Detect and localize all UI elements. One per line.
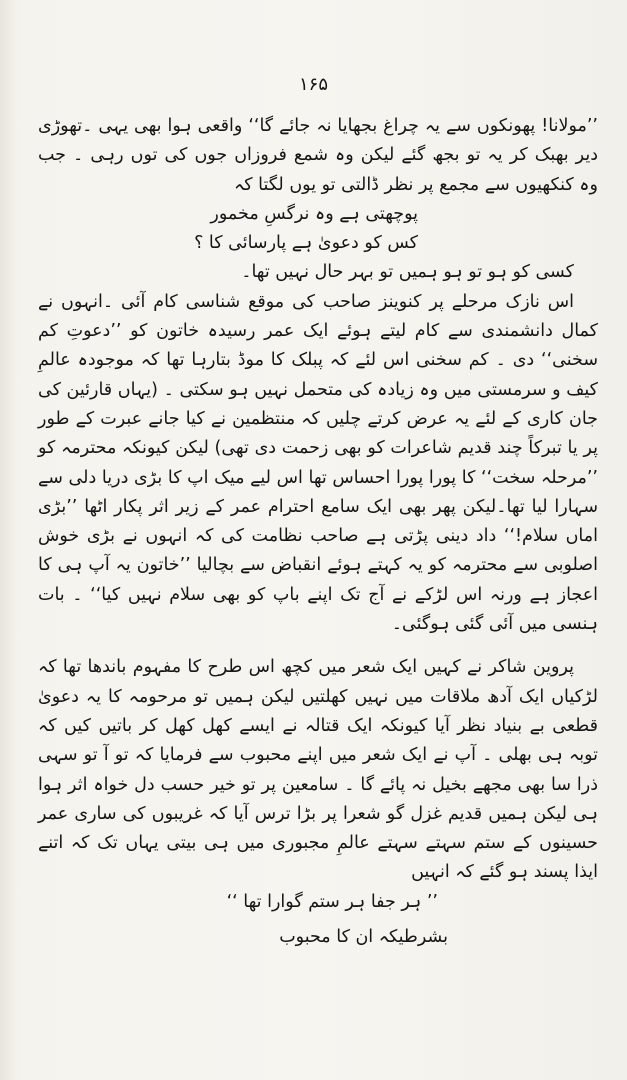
quoted-verse: ’’ ہر جفا ہر ستم گوارا تھا ‘‘ <box>226 891 438 912</box>
page-text <box>38 112 598 952</box>
body-paragraph-2: پروین شاکر نے کہیں ایک شعر میں کچھ اس طرح کا مفہوم باندھا تھا کہ لڑکیاں ایک آدھ ملاقات میں نہیں کھلتیں لیکن ہمیں تو مرحومہ کا یہ دعویٰ قطعی بے بنیاد نظر آیا کیونکہ ایک قتالہ نے ایسے کھل کھل کر باتیں کیں کہ توبہ ہی بھلی ۔ آپ نے ایک شعر میں اپنے محبوب سے فرمایا کہ تو آ تو سہی ذرا سا بھی مجھے بخیل نہ پائے گا ۔ سامعین پر تو خیر حسب دل خواہ اثر ہوا ہی لیکن ہمیں قدیم غزل گو شعرا پر بڑا ترس آیا کہ غریبوں کی ساری عمر حسینوں کے ستم سہتے سہتے عالمِ مجبوری میں ہی بیتی یہاں تک کہ اتنے ایذا پسند ہو گئے کہ انہیں <box>38 657 598 883</box>
verse-line-1: پوچھتی ہے وہ نرگسِ مخمور <box>210 203 418 224</box>
paragraph-spacer <box>38 639 598 653</box>
verse-line-2: کس کو دعویٰ ہے پارسائی کا ؟ <box>194 233 418 254</box>
after-verse-line: کسی کو ہو تو ہو ہمیں تو بہر حال نہیں تھا۔ <box>241 262 574 283</box>
page-number: ۱۶۵ <box>298 74 328 95</box>
body-paragraph-1: اس نازک مرحلے پر کنوینز صاحب کی موقع شناسی کام آئی ۔انہوں نے کمال دانشمندی سے کام لیتے ہوئے ایک عمر رسیدہ خاتون کو ’’دعوتِ کم سخنی‘‘ دی ۔ کم سخنی اس لئے کہ پبلک کا موڈ بتارہا تھا کہ موجودہ عالمِ کیف و سرمستی میں وہ زیادہ کی متحمل نہیں ہو سکتی ۔ (یہاں قارئین کی جان کاری کے لئے یہ عرض کرتے چلیں کہ منتظمین نے کیا جانے عبرت کے طور پر یا تبرکاً چند قدیم شاعرات کو بھی زحمت دی تھی) لیکن کیونکہ محترمہ کو ’’مرحلہ سخت‘‘ کا پورا پورا احساس تھا اس لیے میک اپ کا بڑی دریا دلی سے سہارا لیا تھا۔لیکن پھر بھی ایک سامع احترام عمر کے زیر اثر پکار اٹھا ’’بڑی اماں سلام!‘‘ داد دینی پڑتی ہے صاحب نظامت کی کہ انہوں نے بڑی خوش اصلوبی سے محترمہ کو یہ کہتے ہوئے انقباض سے بچالیا ’’خاتون یہ آپ ہی کا اعجاز ہے ورنہ اس لڑکے نے آج تک اپنے باپ کو بھی سلام نہیں کیا‘‘ ۔ بات ہنسی میں آئی گئی ہوگئی۔ <box>38 291 598 635</box>
closing-line: بشرطیکہ ان کا محبوب <box>279 927 448 948</box>
opening-paragraph: ’’مولانا! پھونکوں سے یہ چراغ بجھایا نہ جائے گا‘‘ واقعی ہوا بھی یہی ۔تھوڑی دیر بھبک کر یہ تو بجھ گئے لیکن وہ شمع فروزاں جوں کی توں رہی ۔ جب وہ کنکھیوں سے مجمع پر نظر ڈالتی تو یوں لگتا کہ <box>38 116 598 195</box>
